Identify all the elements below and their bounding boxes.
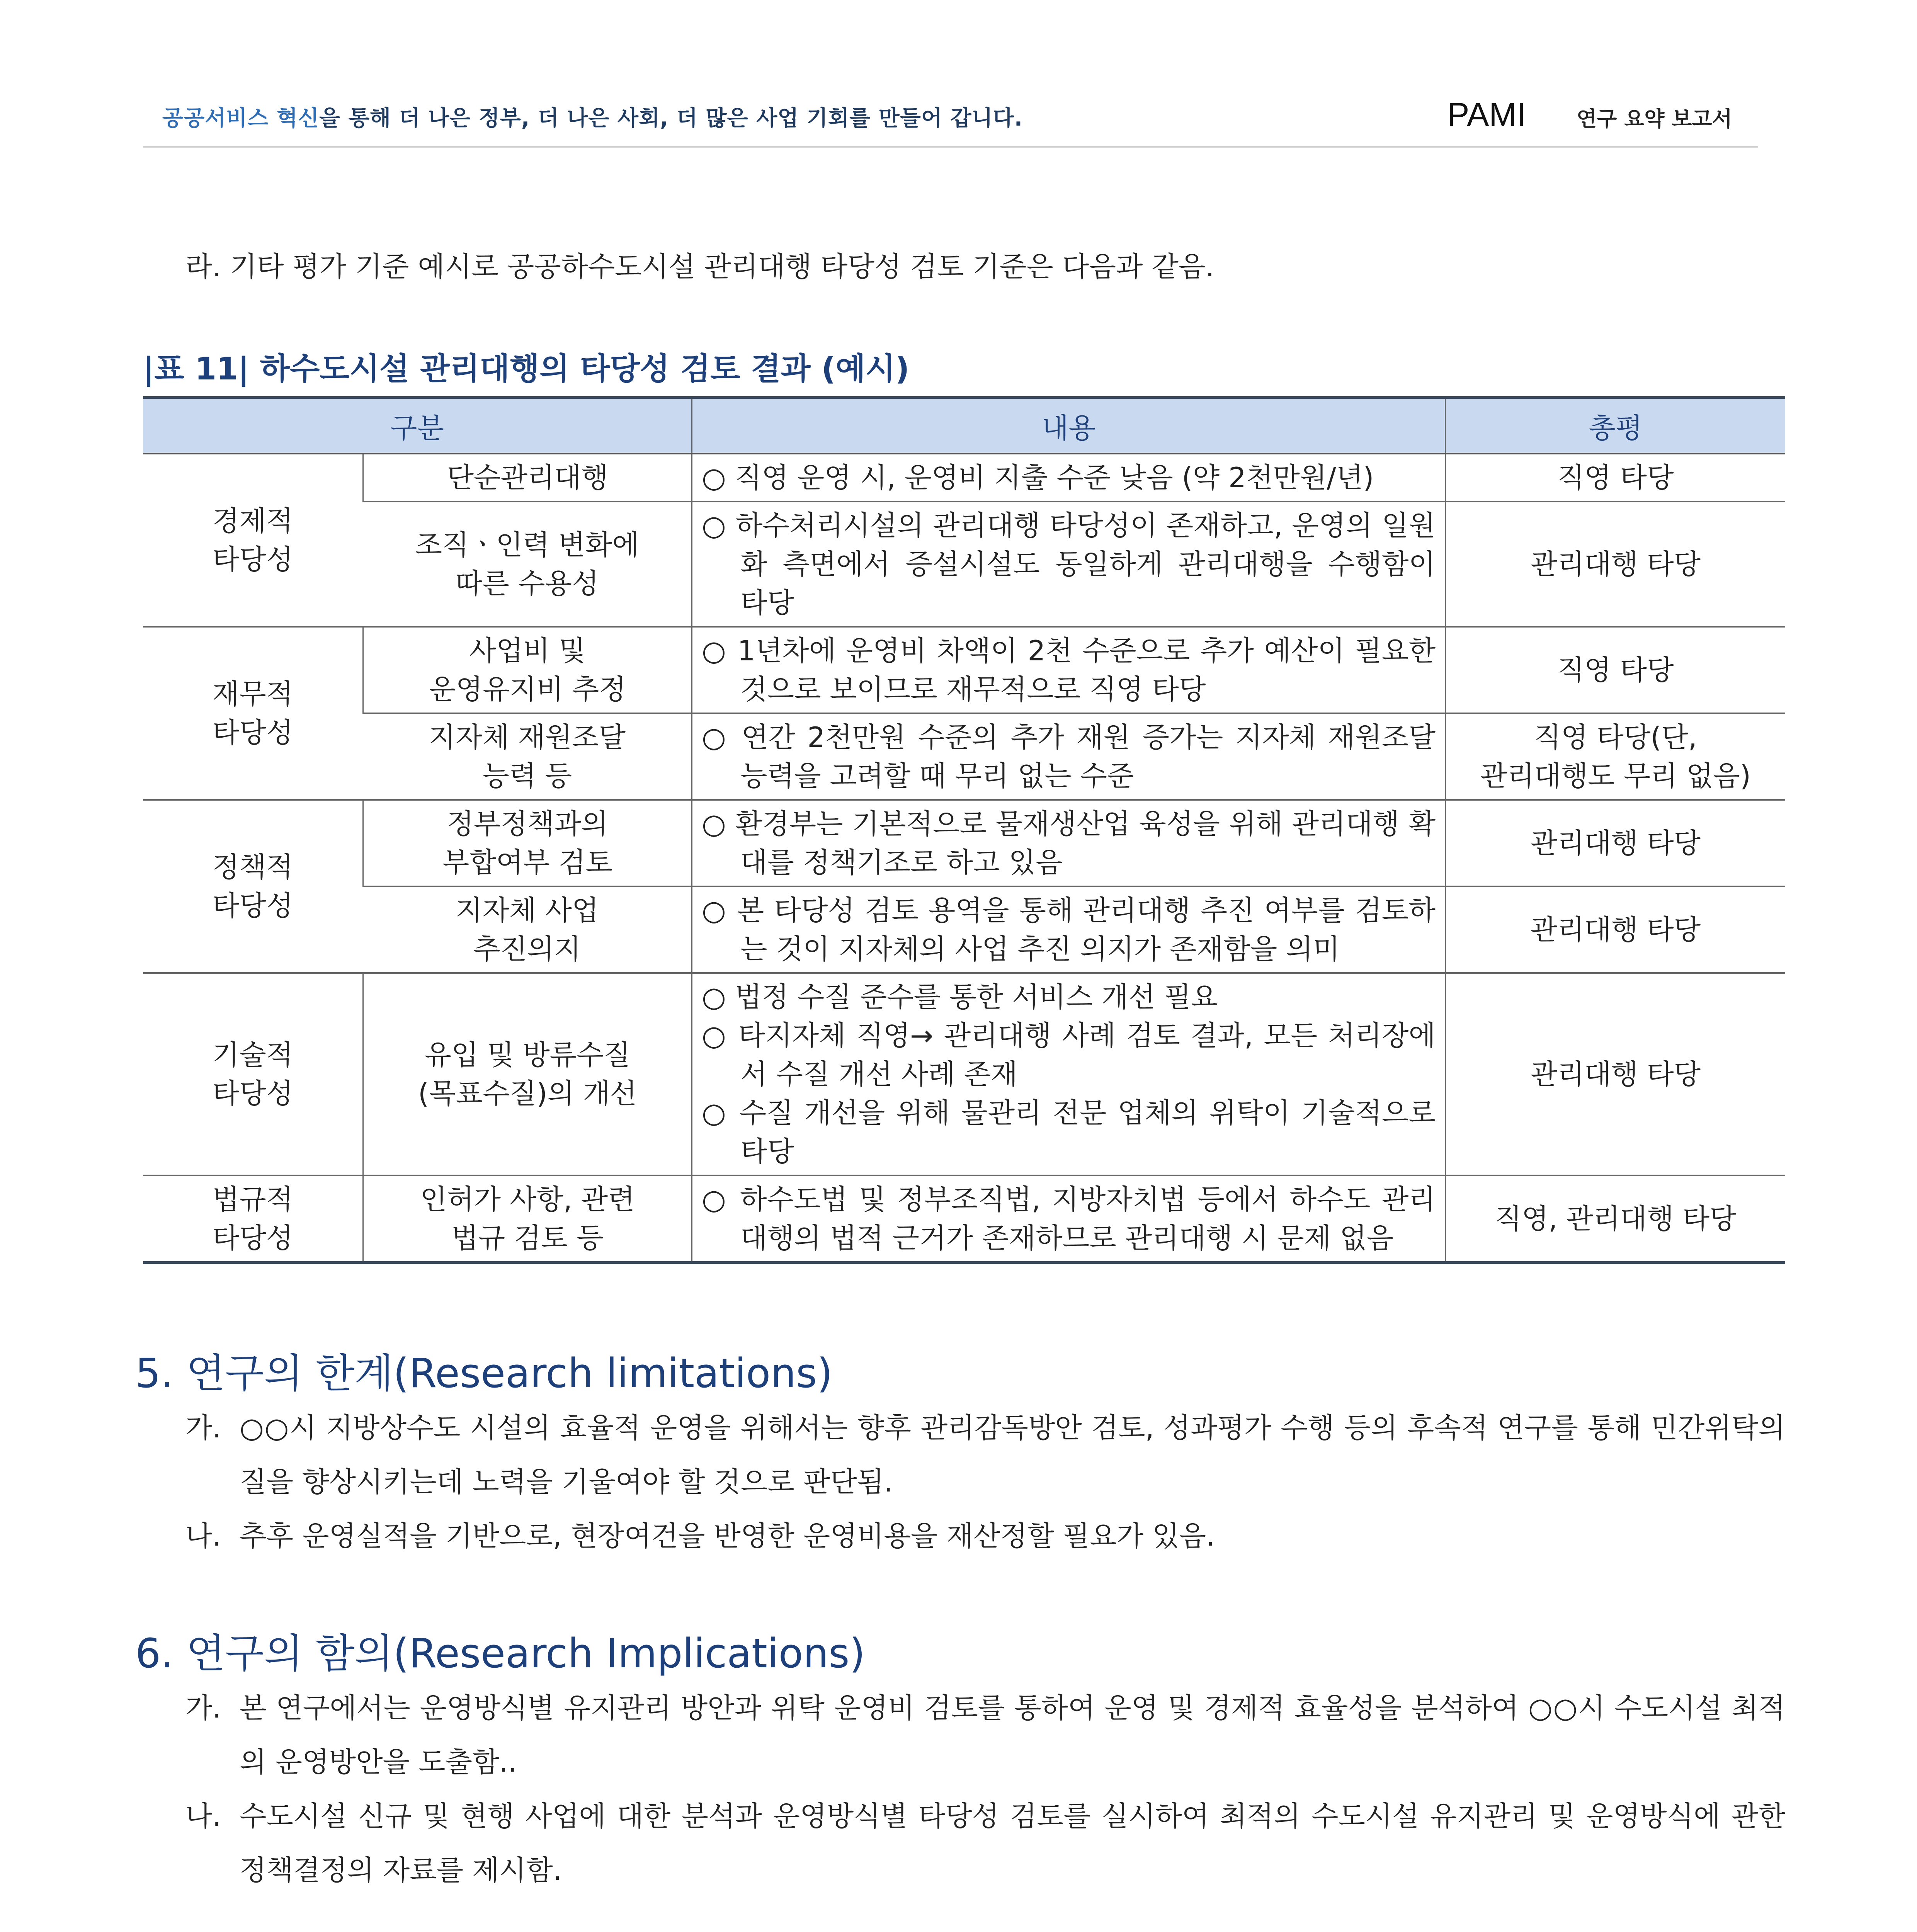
section5-title: 5. 연구의 한계(Research limitations) (135, 1350, 833, 1397)
item-cell: 인허가 사항, 관련 법규 검토 등 (363, 1175, 692, 1263)
table-row (143, 454, 1785, 502)
category-cell: 재무적 타당성 (143, 627, 363, 800)
content-cell (692, 502, 1446, 627)
section6-title: 6. 연구의 함의(Research Implications) (135, 1630, 866, 1677)
table-row (143, 973, 1785, 1175)
table-header-verdict: 총평 (1446, 398, 1786, 454)
content-bullet: ○ 환경부는 기본적으로 물재생산업 육성을 위해 관리대행 확대를 정책기조로 하고 있음 (702, 808, 1436, 879)
content-cell (692, 800, 1446, 886)
item-number: 나. (185, 1520, 221, 1552)
content-cell (692, 627, 1446, 713)
table-caption: |표 11| 하수도시설 관리대행의 타당성 검토 결과 (예시) (143, 351, 910, 387)
item-cell: 사업비 및 운영유지비 추정 (363, 627, 692, 713)
section6-item (185, 1681, 1785, 1789)
content-cell (692, 454, 1446, 502)
category-cell: 법규적 타당성 (143, 1175, 363, 1263)
table-row (143, 886, 1785, 973)
verdict-cell: 직영 타당 (1446, 627, 1786, 713)
table-body (143, 454, 1785, 1263)
section6-item (185, 1789, 1785, 1897)
section5-item (185, 1401, 1785, 1509)
content-bullet: ○ 직영 운영 시, 운영비 지출 수준 낮음 (약 2천만원/년) (702, 461, 1374, 494)
verdict-cell: 관리대행 타당 (1446, 886, 1786, 973)
verdict-cell: 직영, 관리대행 타당 (1446, 1175, 1786, 1263)
item-text: ○○시 지방상수도 시설의 효율적 운영을 위해서는 향후 관리감독방안 검토, 성과평가 수행 등의 후속적 연구를 통해 민간위탁의 질을 향상시키는데 노력을 기울여야 할 것으로 판단됨. (240, 1412, 1785, 1498)
brand-logo: PAMI (1447, 96, 1526, 133)
content-bullet: ○ 하수도법 및 정부조직법, 지방자치법 등에서 하수도 관리대행의 법적 근거가 존재하므로 관리대행 시 문제 없음 (702, 1183, 1436, 1254)
verdict-cell: 직영 타당 (1446, 454, 1786, 502)
item-cell: 조직ㆍ인력 변화에 따른 수용성 (363, 502, 692, 627)
item-number: 가. (185, 1692, 221, 1724)
content-bullet: ○ 하수처리시설의 관리대행 타당성이 존재하고, 운영의 일원화 측면에서 증설시설도 동일하게 관리대행을 수행함이 타당 (702, 509, 1436, 619)
validity-review-table (143, 396, 1785, 1264)
item-cell: 단순관리대행 (363, 454, 692, 502)
table-row (143, 1175, 1785, 1263)
verdict-cell: 관리대행 타당 (1446, 800, 1786, 886)
item-cell: 지자체 사업 추진의지 (363, 886, 692, 973)
table-row (143, 800, 1785, 886)
slogan-text: 을 통해 더 나은 정부, 더 나은 사회, 더 많은 사업 기회를 만들어 갑니다. (319, 106, 1023, 131)
table-header-category: 구분 (143, 398, 692, 454)
item-cell: 정부정책과의 부합여부 검토 (363, 800, 692, 886)
header-divider (143, 146, 1758, 148)
item-cell: 유입 및 방류수질 (목표수질)의 개선 (363, 973, 692, 1175)
content-bullet: ○ 본 타당성 검토 용역을 통해 관리대행 추진 여부를 검토하는 것이 지자체의 사업 추진 의지가 존재함을 의미 (702, 894, 1436, 965)
category-cell: 정책적 타당성 (143, 800, 363, 973)
content-cell (692, 886, 1446, 973)
table-row (143, 502, 1785, 627)
table-row (143, 713, 1785, 800)
item-number: 가. (185, 1412, 221, 1444)
verdict-cell: 직영 타당(단, 관리대행도 무리 없음) (1446, 713, 1786, 800)
table-row (143, 627, 1785, 713)
item-number: 나. (185, 1800, 221, 1832)
verdict-cell: 관리대행 타당 (1446, 973, 1786, 1175)
item-text: 본 연구에서는 운영방식별 유지관리 방안과 위탁 운영비 검토를 통하여 운영 및 경제적 효율성을 분석하여 ○○시 수도시설 최적의 운영방안을 도출함.. (240, 1692, 1786, 1778)
content-bullet: ○ 타지자체 직영→ 관리대행 사례 검토 결과, 모든 처리장에서 수질 개선 사례 존재 (702, 1019, 1436, 1090)
content-cell (692, 1175, 1446, 1263)
item-text: 수도시설 신규 및 현행 사업에 대한 분석과 운영방식별 타당성 검토를 실시하여 최적의 수도시설 유지관리 및 운영방식에 관한 정책결정의 자료를 제시함. (240, 1800, 1785, 1886)
report-label: 연구 요약 보고서 (1577, 107, 1732, 131)
slogan-highlight: 공공서비스 혁신 (162, 106, 320, 131)
verdict-cell: 관리대행 타당 (1446, 502, 1786, 627)
item-cell: 지자체 재원조달 능력 등 (363, 713, 692, 800)
content-bullet: ○ 1년차에 운영비 차액이 2천 수준으로 추가 예산이 필요한 것으로 보이므로 재무적으로 직영 타당 (702, 634, 1436, 706)
item-text: 추후 운영실적을 기반으로, 현장여건을 반영한 운영비용을 재산정할 필요가 있음. (240, 1520, 1215, 1552)
header-slogan (162, 101, 1023, 132)
content-bullet: ○ 법정 수질 준수를 통한 서비스 개선 필요 (702, 981, 1218, 1013)
content-cell (692, 973, 1446, 1175)
category-cell: 경제적 타당성 (143, 454, 363, 627)
section5-item (185, 1509, 1785, 1563)
content-cell (692, 713, 1446, 800)
intro-paragraph: 라. 기타 평가 기준 예시로 공공하수도시설 관리대행 타당성 검토 기준은 다음과 같음. (185, 250, 1214, 283)
content-bullet: ○ 수질 개선을 위해 물관리 전문 업체의 위탁이 기술적으로 타당 (702, 1097, 1436, 1168)
content-bullet: ○ 연간 2천만원 수준의 추가 재원 증가는 지자체 재원조달 능력을 고려할 때 무리 없는 수준 (702, 721, 1436, 792)
table-header-content: 내용 (692, 398, 1446, 454)
category-cell: 기술적 타당성 (143, 973, 363, 1175)
